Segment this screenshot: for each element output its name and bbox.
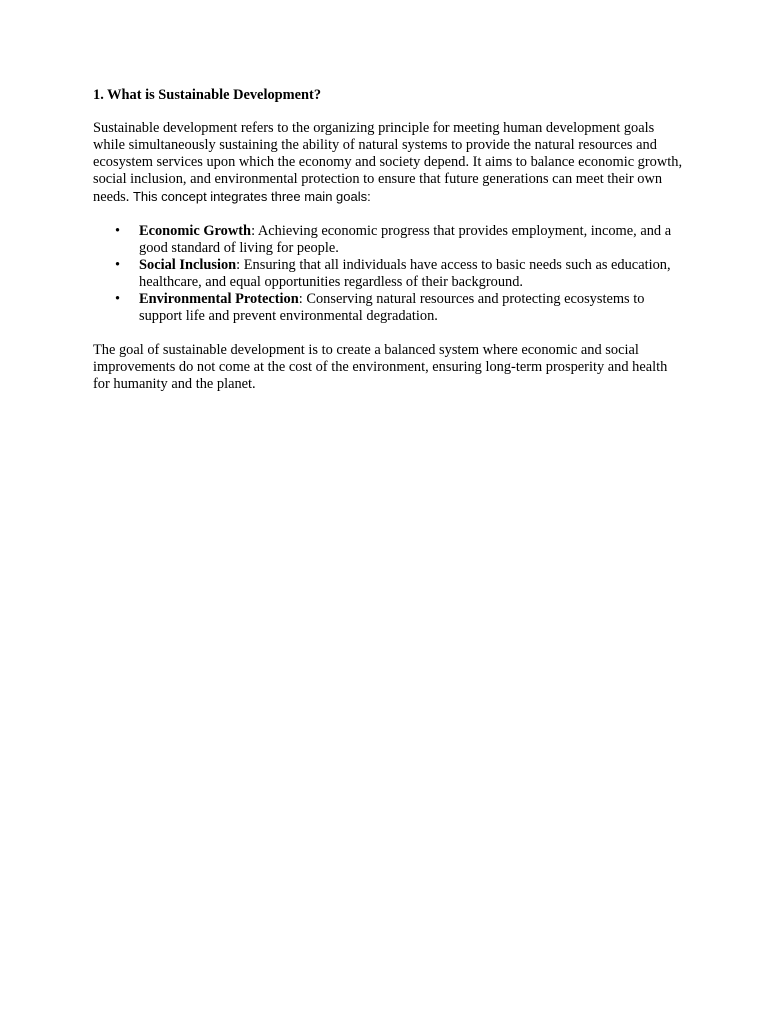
goals-list	[93, 223, 683, 325]
list-item	[93, 257, 683, 291]
bullet-icon: •	[115, 291, 121, 307]
list-item	[93, 223, 683, 257]
bullet-icon: •	[115, 223, 121, 239]
document-page	[93, 87, 683, 393]
goal-description: : Ensuring that all individuals have access to basic needs such as education, healthcare, and equal opportunities regardless of their background.	[139, 257, 671, 290]
bullet-icon: •	[115, 257, 121, 273]
goal-description: : Conserving natural resources and protecting ecosystems to support life and prevent environmental degradation.	[139, 291, 645, 324]
goal-term: Economic Growth	[139, 223, 252, 239]
intro-paragraph	[93, 120, 683, 206]
section-heading: 1. What is Sustainable Development?	[93, 87, 322, 103]
intro-goals-lead: This concept integrates three main goals:	[132, 189, 371, 204]
intro-text: Sustainable development refers to the organizing principle for meeting human development goals while simultaneously sustaining the ability of natural systems to provide the natural resources and ecosystem services upon which the economy and society depend. It aims to balance economic growth, social inclusion, and environmental protection to ensure that future generations can meet their own needs.	[93, 120, 683, 205]
goal-description: : Achieving economic progress that provides employment, income, and a good standard of living for people.	[139, 223, 672, 256]
goal-term: Social Inclusion	[139, 257, 237, 273]
list-item	[93, 291, 683, 325]
conclusion-paragraph: The goal of sustainable development is to create a balanced system where economic and social improvements do not come at the cost of the environment, ensuring long-term prosperity and health for humanity and the planet.	[93, 342, 668, 392]
goal-term: Environmental Protection	[139, 291, 299, 307]
